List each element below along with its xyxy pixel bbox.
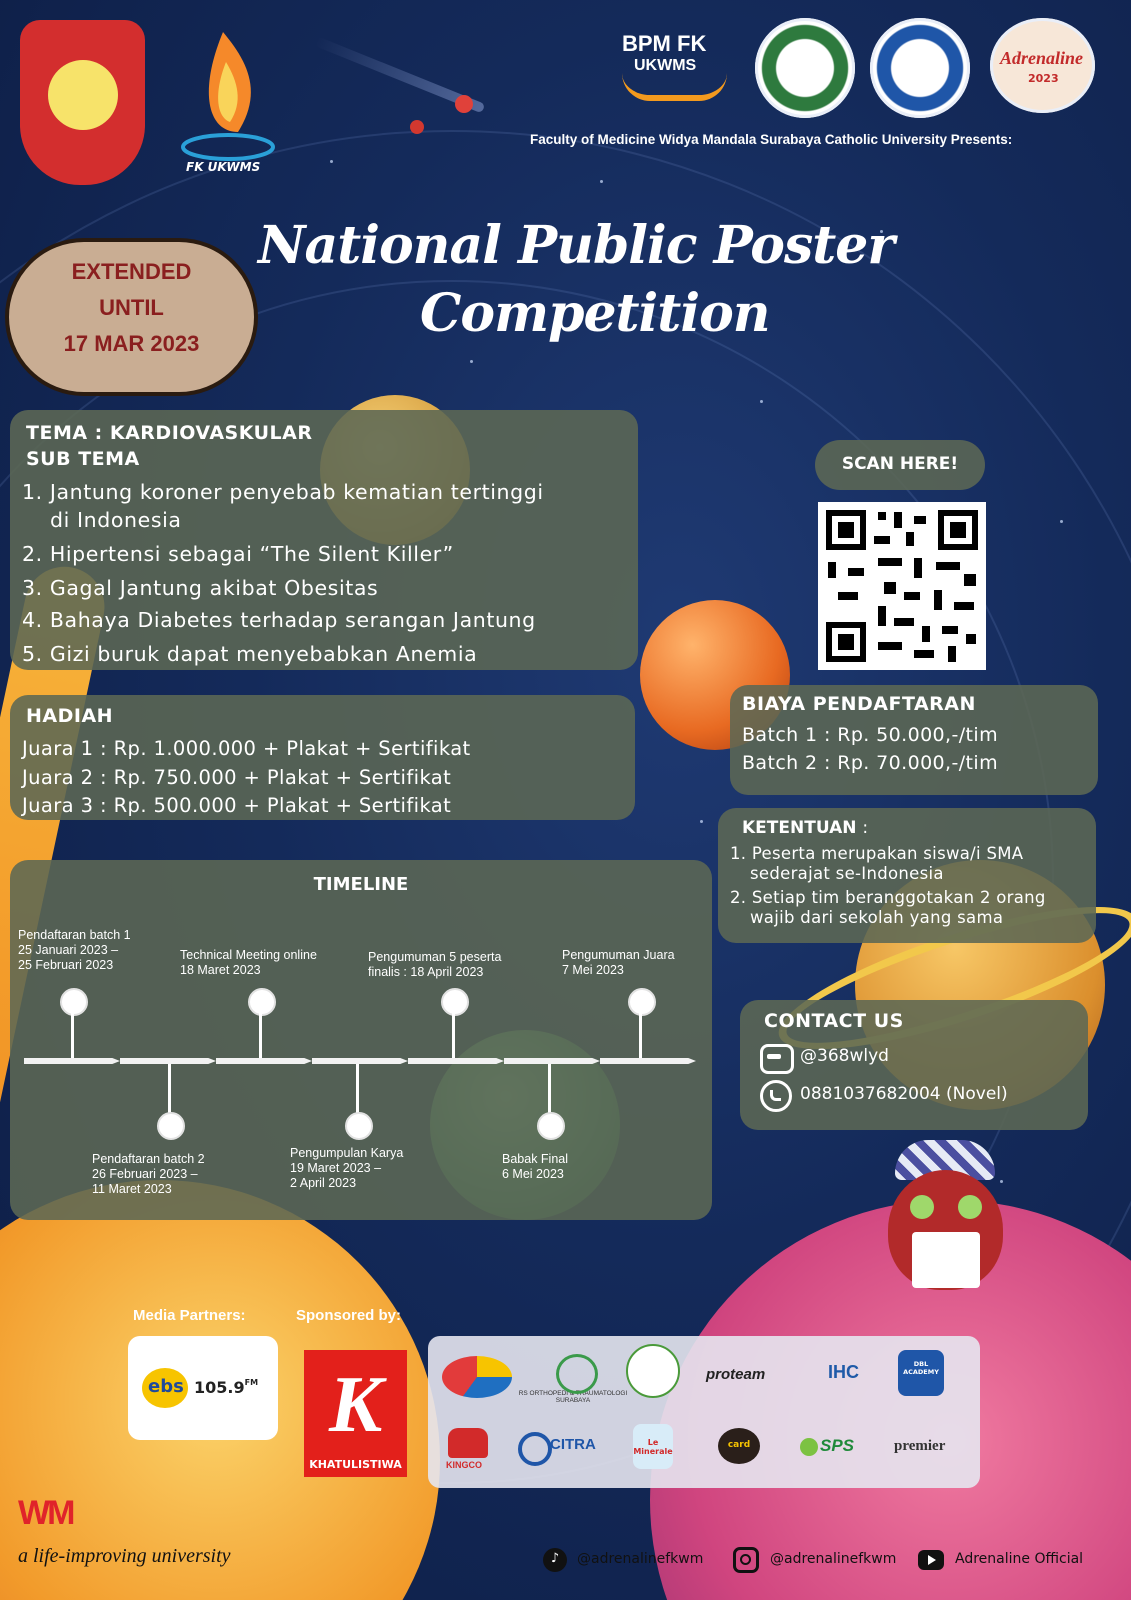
mascot-eye: [958, 1195, 982, 1219]
fee-item: Batch 1 : Rp. 50.000,-/tim: [742, 724, 998, 746]
timeline-stem: [356, 1064, 359, 1114]
gotong-royong-logo: [626, 1344, 680, 1398]
star: [760, 400, 763, 403]
timeline-event: [562, 948, 675, 978]
sponsor-premier: premier: [894, 1438, 946, 1454]
bpm-fk-logo: [622, 25, 727, 100]
extended-line1: EXTENDED: [71, 259, 192, 284]
rules-item: 1. Peserta merupakan siswa/i SMA: [730, 844, 1024, 863]
prize-list: [22, 735, 471, 821]
timeline-heading: TIMELINE: [313, 874, 409, 895]
adrenaline-logo-year: 2023: [1028, 72, 1059, 85]
title-line1: National Public Poster: [258, 215, 894, 276]
timeline-event: [290, 1146, 403, 1191]
media-partners-label: Media Partners:: [133, 1307, 246, 1324]
extended-line2: UNTIL: [99, 295, 164, 320]
timeline-stem: [639, 1012, 642, 1058]
rs-orthopedi-emblem: [556, 1354, 598, 1394]
theme-item: 3. Gagal Jantung akibat Obesitas: [22, 576, 379, 600]
crest-emblem: [48, 60, 118, 130]
timeline-dot: [157, 1112, 185, 1140]
fee-heading: BIAYA PENDAFTARAN: [742, 693, 976, 715]
khatulistiwa-text: KHATULISTIWA: [309, 1458, 402, 1471]
bpm-logo-top: BPM FK: [622, 31, 707, 56]
prize-item: Juara 1 : Rp. 1.000.000 + Plakat + Sertifikat: [22, 737, 471, 760]
timeline-event-line: Pendaftaran batch 1: [18, 928, 131, 942]
extended-line3: 17 MAR 2023: [63, 331, 200, 356]
card-logo: [718, 1428, 760, 1464]
timeline-dot: [628, 988, 656, 1016]
prize-item: Juara 2 : Rp. 750.000 + Plakat + Sertifikat: [22, 765, 452, 789]
timeline-stem: [259, 1012, 262, 1058]
sponsor-citra: CITRA: [550, 1436, 596, 1453]
timeline-event-line: Pengumuman Juara: [562, 948, 675, 962]
theme-item: 4. Bahaya Diabetes terhadap serangan Jantung: [22, 608, 536, 632]
ebs-fm-label: FM: [244, 1378, 259, 1387]
ukwms-crest-logo: [20, 20, 145, 185]
contact-panel: [740, 1000, 1088, 1130]
whatsapp-icon-handset: [770, 1090, 781, 1101]
timeline-stem: [548, 1064, 551, 1114]
ebs-name: ebs: [148, 1376, 184, 1397]
sponsor-card: card: [727, 1440, 751, 1450]
adrenaline-logo-text: Adrenaline: [1000, 48, 1084, 68]
rules-title: KETENTUAN: [742, 818, 857, 838]
theme-item: 5. Gizi buruk dapat menyebabkan Anemia: [22, 642, 478, 666]
timeline-event-line: 18 Maret 2023: [180, 963, 261, 977]
prize-panel: [10, 695, 635, 820]
adrenaline-logo: [990, 18, 1095, 113]
timeline-event-line: Pengumuman 5 peserta: [368, 950, 502, 964]
scan-here-badge: [815, 440, 985, 490]
timeline-dot: [537, 1112, 565, 1140]
timeline-panel: [10, 860, 712, 1220]
timeline-event-line: 26 Februari 2023 –: [92, 1167, 198, 1181]
timeline-event-line: 6 Mei 2023: [502, 1167, 564, 1181]
timeline-axis-segment: [216, 1058, 312, 1064]
timeline-event: [92, 1152, 205, 1197]
sub-tema-heading: SUB TEMA: [26, 448, 140, 470]
timeline-event: [368, 950, 501, 980]
prize-heading: HADIAH: [26, 705, 114, 727]
instagram-icon[interactable]: [733, 1547, 759, 1573]
youtube-channel[interactable]: Adrenaline Official: [955, 1551, 1084, 1567]
khatulistiwa-k: K: [329, 1361, 383, 1449]
fee-panel: [730, 685, 1098, 795]
star: [700, 820, 703, 823]
theme-item: di Indonesia: [50, 508, 182, 532]
scan-here-label: SCAN HERE!: [841, 454, 959, 474]
presenter-text: Faculty of Medicine Widya Mandala Surabaya Catholic University Presents:: [530, 132, 1013, 147]
qr-code[interactable]: [818, 502, 986, 670]
star: [1060, 520, 1063, 523]
timeline-stem: [168, 1064, 171, 1114]
tiktok-icon[interactable]: [543, 1548, 567, 1572]
rules-colon: :: [862, 818, 869, 838]
ebs-badge: [142, 1368, 188, 1408]
timeline-stem: [71, 1012, 74, 1058]
youtube-play: [928, 1555, 936, 1565]
ebs-frequency: [194, 1378, 258, 1397]
sps-emblem: [800, 1438, 818, 1456]
khatulistiwa-logo: [304, 1350, 407, 1477]
timeline-axis-segment: [600, 1058, 696, 1064]
line-icon: [760, 1044, 794, 1074]
instagram-handle[interactable]: @adrenalinefkwm: [770, 1551, 897, 1567]
timeline-axis-segment: [408, 1058, 504, 1064]
title-line2: Competition: [420, 283, 770, 344]
sponsors-box: [428, 1336, 980, 1488]
sponsor-sps: SPS: [820, 1436, 855, 1455]
whatsapp-icon: [760, 1080, 792, 1112]
sponsor-le-minerale: Le Minerale: [633, 1438, 673, 1456]
rules-item: 2. Setiap tim beranggotakan 2 orang: [730, 888, 1046, 907]
tiktok-glyph: ♪: [550, 1551, 560, 1566]
timeline-event-line: Babak Final: [502, 1152, 569, 1166]
senat-logo: [755, 18, 855, 118]
sponsor-kingco: KINGCO: [446, 1460, 482, 1470]
heart-mascot: [880, 1140, 1010, 1300]
dpm-logo: [870, 18, 970, 118]
sponsored-by-label: Sponsored by:: [296, 1307, 402, 1324]
theme-list: [22, 478, 544, 668]
rules-item: sederajat se-Indonesia: [750, 864, 944, 883]
rules-list: [730, 844, 1046, 928]
timeline-dot: [441, 988, 469, 1016]
comet: [455, 95, 473, 113]
mascot-eye: [910, 1195, 934, 1219]
fee-item: Batch 2 : Rp. 70.000,-/tim: [742, 752, 998, 774]
sponsor-dbl: DBL ACADEMY: [903, 1360, 939, 1376]
timeline-event-line: Technical Meeting online: [180, 948, 317, 962]
fk-ukwms-logo: [168, 22, 288, 182]
extended-badge: [5, 238, 258, 396]
timeline-event-line: 25 Januari 2023 –: [18, 943, 119, 957]
sponsor-rs-orthopedi: RS ORTHOPEDI & TRAUMATOLOGI SURABAYA: [518, 1390, 628, 1404]
timeline-dot: [248, 988, 276, 1016]
theme-panel: [10, 410, 638, 670]
kingco-crown: [448, 1428, 488, 1458]
timeline-event: [18, 928, 131, 973]
fee-list: [742, 721, 998, 777]
comet: [410, 120, 424, 134]
sponsor-ihc: IHC: [828, 1362, 859, 1382]
wm-logo: WM: [18, 1494, 73, 1532]
timeline-axis-segment: [312, 1058, 408, 1064]
theme-item: 2. Hipertensi sebagai “The Silent Killer”: [22, 542, 454, 566]
timeline-event-line: Pengumpulan Karya: [290, 1146, 404, 1160]
rules-heading: [742, 818, 868, 838]
contact-line-id[interactable]: @368wlyd: [800, 1046, 889, 1066]
star: [470, 360, 473, 363]
le-minerale-logo: [633, 1424, 673, 1469]
mascot-sign: [912, 1232, 980, 1288]
star: [600, 180, 603, 183]
timeline-event-line: 11 Maret 2023: [92, 1182, 172, 1196]
instagram-lens: [740, 1554, 751, 1565]
tiktok-handle[interactable]: @adrenalinefkwm: [577, 1551, 704, 1567]
timeline-dot: [60, 988, 88, 1016]
timeline-dot: [345, 1112, 373, 1140]
timeline-event: [502, 1152, 568, 1182]
rules-panel: [718, 808, 1096, 943]
timeline-event-line: 2 April 2023: [290, 1176, 357, 1190]
youtube-icon[interactable]: [918, 1550, 944, 1570]
prize-item: Juara 3 : Rp. 500.000 + Plakat + Sertifikat: [22, 794, 452, 817]
ebs-freq-number: 105.9: [194, 1378, 245, 1397]
wm-tagline: a life-improving university: [18, 1545, 231, 1567]
timeline-stem: [452, 1012, 455, 1058]
timeline-event: [180, 948, 317, 978]
sponsor-swirl-logo: [442, 1356, 512, 1398]
tema-heading: TEMA : KARDIOVASKULAR: [26, 422, 313, 444]
timeline-axis-segment: [24, 1058, 120, 1064]
ebs-fm-logo: [128, 1336, 278, 1440]
contact-whatsapp[interactable]: 0881037682004 (Novel): [800, 1084, 1008, 1104]
sponsor-proteam: proteam: [706, 1366, 766, 1383]
line-icon-mark: [767, 1054, 781, 1059]
dbl-academy-logo: [898, 1350, 944, 1396]
timeline-axis-segment: [504, 1058, 600, 1064]
timeline-event-line: finalis : 18 April 2023: [368, 965, 484, 979]
timeline-event-line: 19 Maret 2023 –: [290, 1161, 382, 1175]
timeline-event-line: 25 Februari 2023: [18, 958, 114, 972]
fk-logo-text: FK UKWMS: [186, 160, 261, 174]
rules-item: wajib dari sekolah yang sama: [750, 908, 1004, 927]
contact-heading: CONTACT US: [764, 1010, 904, 1032]
timeline-event-line: 7 Mei 2023: [562, 963, 624, 977]
citra-emblem: [518, 1432, 552, 1466]
star: [330, 160, 333, 163]
bpm-logo-bottom: UKWMS: [634, 57, 697, 74]
bpm-swoosh: [622, 73, 727, 101]
timeline-event-line: Pendaftaran batch 2: [92, 1152, 205, 1166]
theme-item: 1. Jantung koroner penyebab kematian tertinggi: [22, 480, 544, 504]
